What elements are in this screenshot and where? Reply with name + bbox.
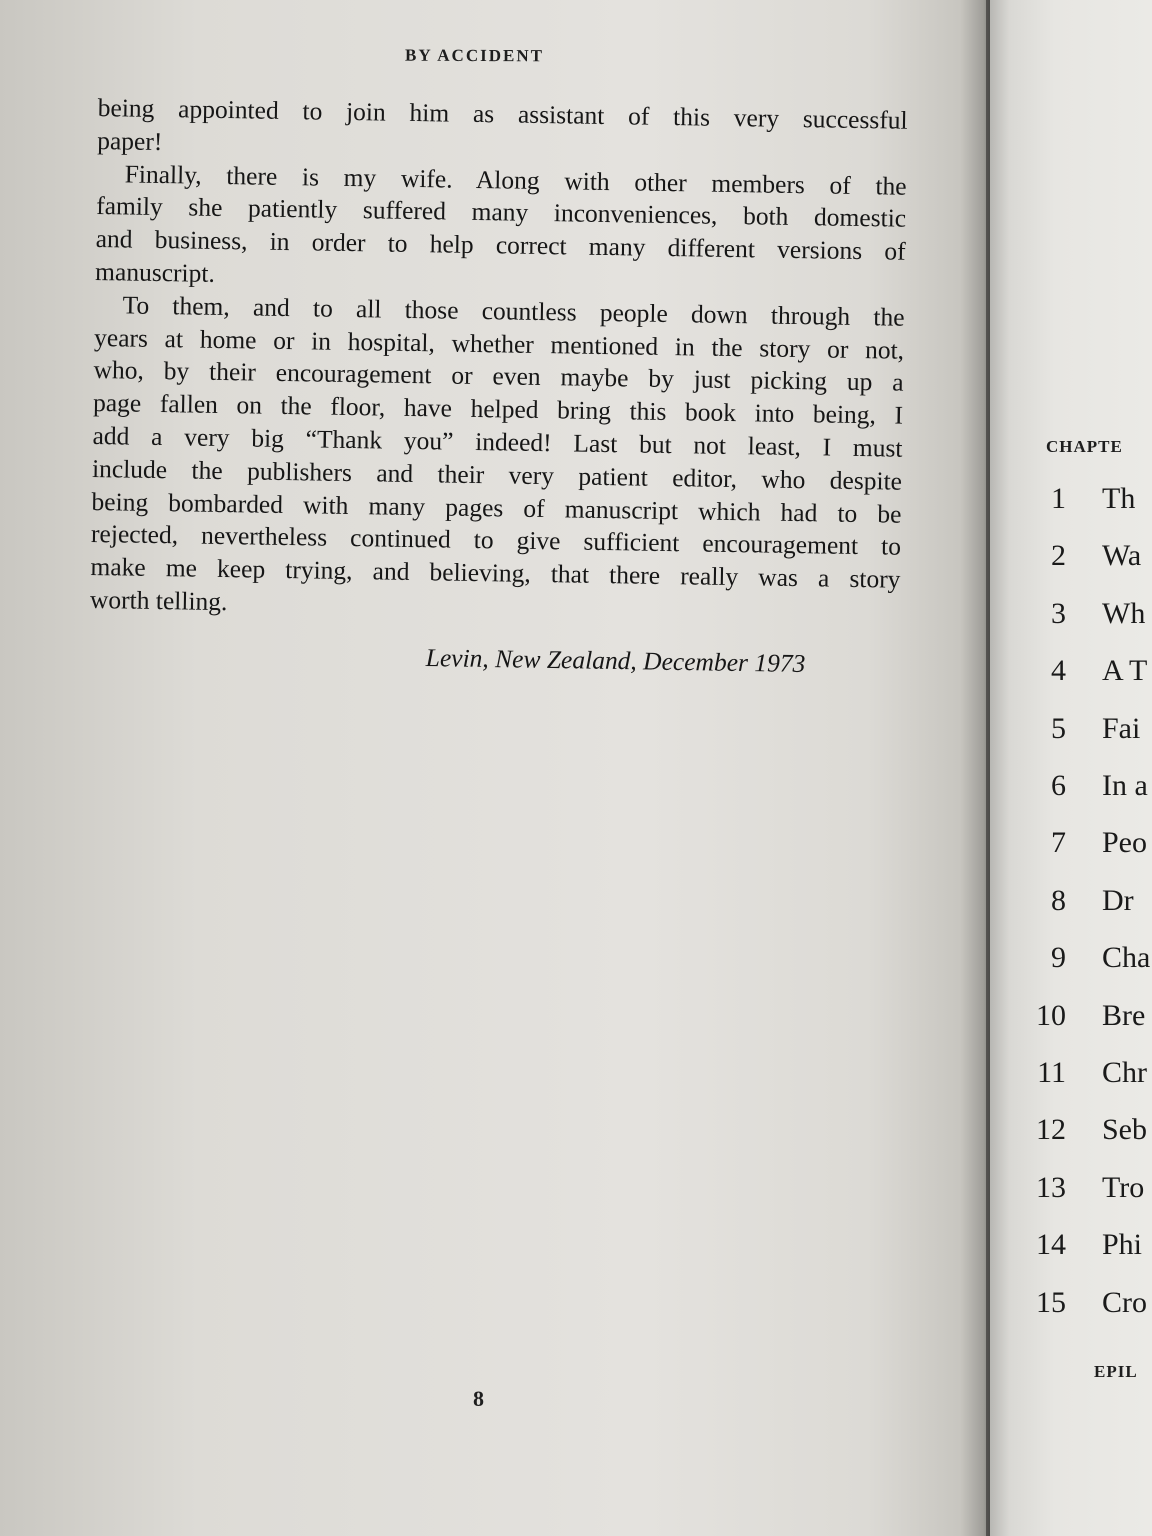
text-line: paper! [97,125,163,156]
text-line: family she patiently suffered many inconveniences, both domestic [95,191,907,234]
page-number: 8 [473,1386,484,1411]
text-line: make me keep trying, and believing, that there really was a story [90,552,901,594]
contents-footer: EPIL [1094,1362,1138,1381]
signoff: Levin, New Zealand, December 1973 [425,643,806,678]
contents-entry [990,1228,1152,1268]
contents-entry [990,884,1152,924]
chapter-title: Cha [1102,941,1151,975]
body-text [90,92,908,629]
contents-list [990,0,1152,1536]
text-line: Finally, there is my wife. Along with other members of the [124,159,907,201]
contents-entry [990,1171,1152,1211]
chapter-title: A T [1102,654,1148,688]
contents-entry [990,539,1152,579]
chapter-title: Wh [1102,596,1146,630]
paragraph-3 [90,289,905,630]
chapter-title: Cro [1102,1285,1147,1319]
contents-entry [990,999,1152,1039]
chapter-number: 10 [1036,998,1066,1032]
chapter-number: 1 [1051,482,1066,515]
chapter-title: Dr [1102,883,1134,917]
contents-entry [990,941,1152,981]
contents-entry [990,1113,1152,1153]
chapter-title: Seb [1102,1113,1147,1147]
chapter-number: 3 [1051,596,1066,630]
chapter-number: 8 [1051,883,1066,917]
contents-heading: CHAPTE [1046,437,1123,456]
text-line: page fallen on the floor, have helped bring this book into being, I [92,388,904,430]
contents-entry [990,654,1152,694]
chapter-number: 6 [1051,769,1066,802]
contents-entry [990,482,1152,522]
text-line: manuscript. [94,256,216,288]
chapter-title: Peo [1102,826,1147,860]
running-head: BY ACCIDENT [404,45,545,66]
paragraph-2 [95,158,907,302]
contents-entry [990,597,1152,637]
text-line: include the publishers and their very patient editor, who despite [91,453,903,496]
text-line: worth telling. [89,584,228,617]
chapter-number: 14 [1036,1228,1066,1262]
text-line: who, by their encouragement or even maybe by just picking up a [93,355,904,398]
chapter-number: 5 [1051,711,1066,745]
chapter-number: 7 [1051,826,1066,860]
text-line: years at home or in hospital, whether mentioned in the story or not, [93,322,905,365]
contents-entry [990,769,1152,809]
chapter-number: 9 [1051,941,1066,975]
text-line: being appointed to join him as assistant of this very successful [97,92,908,135]
chapter-title: Bre [1102,998,1146,1032]
chapter-title: Chr [1102,1056,1147,1089]
contents-entry [990,1286,1152,1326]
chapter-title: Th [1102,482,1136,515]
chapter-title: Phi [1102,1228,1143,1262]
chapter-number: 2 [1051,539,1066,573]
chapter-title: Wa [1102,539,1142,573]
right-page [990,0,1152,1536]
chapter-title: Tro [1102,1170,1145,1204]
text-line: and business, in order to help correct many different versions of [95,224,906,266]
chapter-title: Fai [1102,711,1141,745]
chapter-number: 11 [1037,1056,1066,1089]
contents-entry [990,826,1152,866]
contents-entry [990,712,1152,752]
chapter-number: 15 [1036,1285,1066,1319]
text-line: add a very big “Thank you” indeed! Last but not least, I must [92,420,903,463]
chapter-number: 4 [1051,654,1066,688]
chapter-number: 13 [1036,1170,1066,1204]
text-line: To them, and to all those countless people down through the [122,290,905,332]
text-line: rejected, nevertheless continued to give sufficient encouragement to [90,519,902,562]
chapter-number: 12 [1036,1113,1066,1147]
chapter-title: In a [1102,769,1148,802]
contents-entry [990,1056,1152,1096]
text-line: being bombarded with many pages of manuscript which had to be [91,486,902,529]
